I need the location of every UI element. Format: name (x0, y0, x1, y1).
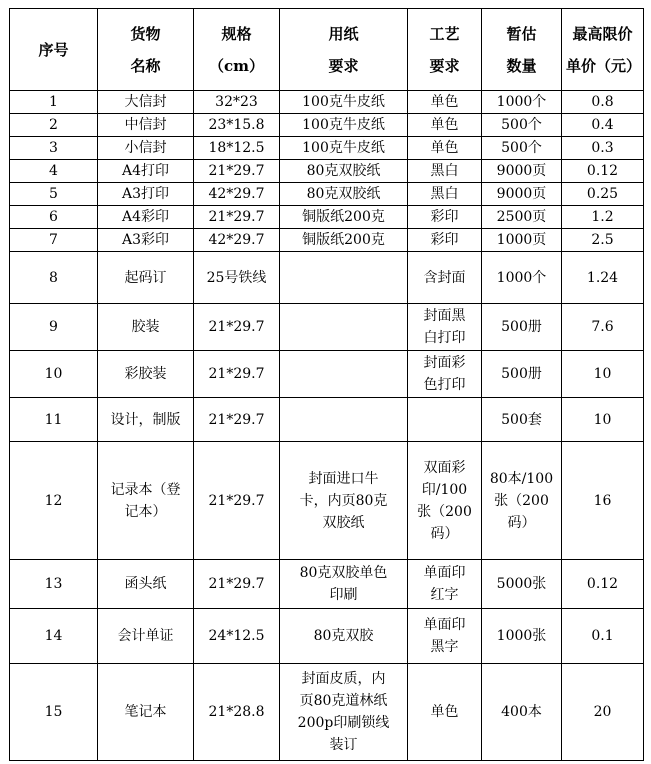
cell-seq: 2 (10, 114, 98, 137)
cell-seq: 3 (10, 137, 98, 160)
cell-spec: 21*29.7 (194, 560, 280, 609)
cell-seq: 8 (10, 252, 98, 304)
cell-name: A4彩印 (98, 206, 194, 229)
cell-paper: 铜版纸200克 (280, 206, 408, 229)
cell-price: 0.12 (562, 160, 644, 183)
cell-spec: 21*29.7 (194, 206, 280, 229)
cell-seq: 6 (10, 206, 98, 229)
table-row (10, 206, 644, 229)
header-qty: 暂估 数量 (482, 9, 562, 91)
cell-price: 0.12 (562, 560, 644, 609)
cell-price: 0.4 (562, 114, 644, 137)
table-row (10, 398, 644, 442)
cell-paper: 100克牛皮纸 (280, 91, 408, 114)
cell-price: 1.2 (562, 206, 644, 229)
cell-price: 10 (562, 398, 644, 442)
cell-spec: 21*29.7 (194, 304, 280, 351)
cell-paper: 80克双胶纸 (280, 160, 408, 183)
header-spec: 规格 （cm） (194, 9, 280, 91)
cell-spec: 21*28.8 (194, 664, 280, 761)
table-row (10, 160, 644, 183)
header-price: 最高限价 单价（元） (562, 9, 644, 91)
table-row (10, 560, 644, 609)
procurement-table (9, 8, 644, 761)
cell-name: 记录本（登 记本） (98, 442, 194, 560)
cell-paper (280, 351, 408, 398)
cell-name: 设计，制版 (98, 398, 194, 442)
table-row (10, 351, 644, 398)
cell-qty: 1000页 (482, 229, 562, 252)
cell-paper (280, 304, 408, 351)
cell-paper (280, 398, 408, 442)
header-seq: 序号 (10, 9, 98, 91)
cell-paper: 铜版纸200克 (280, 229, 408, 252)
cell-spec: 21*29.7 (194, 160, 280, 183)
cell-qty: 1000个 (482, 91, 562, 114)
cell-paper (280, 252, 408, 304)
cell-name: A4打印 (98, 160, 194, 183)
cell-seq: 10 (10, 351, 98, 398)
cell-seq: 9 (10, 304, 98, 351)
cell-craft: 单色 (408, 664, 482, 761)
cell-craft: 单色 (408, 137, 482, 160)
cell-name: A3彩印 (98, 229, 194, 252)
cell-price: 16 (562, 442, 644, 560)
cell-qty: 2500页 (482, 206, 562, 229)
cell-spec: 21*29.7 (194, 351, 280, 398)
cell-spec: 24*12.5 (194, 609, 280, 664)
cell-qty: 500册 (482, 351, 562, 398)
table-row (10, 664, 644, 761)
table-row (10, 442, 644, 560)
cell-qty: 400本 (482, 664, 562, 761)
cell-paper: 100克牛皮纸 (280, 137, 408, 160)
cell-craft: 单色 (408, 114, 482, 137)
cell-name: 笔记本 (98, 664, 194, 761)
cell-spec: 21*29.7 (194, 442, 280, 560)
cell-spec: 21*29.7 (194, 398, 280, 442)
cell-price: 10 (562, 351, 644, 398)
cell-price: 0.8 (562, 91, 644, 114)
cell-craft: 含封面 (408, 252, 482, 304)
cell-paper: 封面进口牛 卡，内页80克 双胶纸 (280, 442, 408, 560)
cell-paper: 80克双胶单色 印刷 (280, 560, 408, 609)
cell-seq: 13 (10, 560, 98, 609)
cell-craft: 彩印 (408, 206, 482, 229)
cell-seq: 7 (10, 229, 98, 252)
cell-seq: 5 (10, 183, 98, 206)
cell-spec: 18*12.5 (194, 137, 280, 160)
cell-craft: 封面黑 白打印 (408, 304, 482, 351)
cell-spec: 25号铁线 (194, 252, 280, 304)
table-row (10, 114, 644, 137)
cell-seq: 11 (10, 398, 98, 442)
cell-name: 会计单证 (98, 609, 194, 664)
cell-price: 7.6 (562, 304, 644, 351)
cell-paper: 80克双胶纸 (280, 183, 408, 206)
cell-qty: 9000页 (482, 160, 562, 183)
cell-craft: 黑白 (408, 160, 482, 183)
header-paper: 用纸 要求 (280, 9, 408, 91)
cell-name: 起码订 (98, 252, 194, 304)
cell-price: 0.25 (562, 183, 644, 206)
cell-price: 0.3 (562, 137, 644, 160)
cell-price: 1.24 (562, 252, 644, 304)
cell-spec: 42*29.7 (194, 229, 280, 252)
table-row (10, 609, 644, 664)
cell-qty: 5000张 (482, 560, 562, 609)
table-row (10, 183, 644, 206)
table-row (10, 229, 644, 252)
cell-name: 函头纸 (98, 560, 194, 609)
header-name: 货物 名称 (98, 9, 194, 91)
cell-craft: 封面彩 色打印 (408, 351, 482, 398)
cell-spec: 23*15.8 (194, 114, 280, 137)
cell-craft: 单色 (408, 91, 482, 114)
cell-qty: 9000页 (482, 183, 562, 206)
cell-seq: 15 (10, 664, 98, 761)
cell-name: 中信封 (98, 114, 194, 137)
cell-price: 2.5 (562, 229, 644, 252)
cell-seq: 14 (10, 609, 98, 664)
cell-craft: 彩印 (408, 229, 482, 252)
cell-price: 0.1 (562, 609, 644, 664)
cell-seq: 1 (10, 91, 98, 114)
cell-qty: 1000个 (482, 252, 562, 304)
header-row (10, 9, 644, 91)
cell-name: 彩胶装 (98, 351, 194, 398)
cell-seq: 4 (10, 160, 98, 183)
cell-craft: 黑白 (408, 183, 482, 206)
cell-name: 小信封 (98, 137, 194, 160)
table-row (10, 91, 644, 114)
cell-paper: 100克牛皮纸 (280, 114, 408, 137)
cell-name: 胶装 (98, 304, 194, 351)
cell-spec: 42*29.7 (194, 183, 280, 206)
cell-seq: 12 (10, 442, 98, 560)
cell-craft: 单面印 红字 (408, 560, 482, 609)
cell-craft: 双面彩 印/100 张（200 码） (408, 442, 482, 560)
table-body (10, 91, 644, 761)
cell-qty: 500册 (482, 304, 562, 351)
cell-craft: 单面印 黑字 (408, 609, 482, 664)
cell-qty: 500个 (482, 137, 562, 160)
cell-paper: 封面皮质，内 页80克道林纸 200p印刷锁线 装订 (280, 664, 408, 761)
cell-name: 大信封 (98, 91, 194, 114)
header-craft: 工艺 要求 (408, 9, 482, 91)
cell-paper: 80克双胶 (280, 609, 408, 664)
cell-qty: 1000张 (482, 609, 562, 664)
table-row (10, 252, 644, 304)
cell-spec: 32*23 (194, 91, 280, 114)
cell-qty: 500个 (482, 114, 562, 137)
cell-qty: 500套 (482, 398, 562, 442)
cell-craft (408, 398, 482, 442)
table-row (10, 137, 644, 160)
cell-price: 20 (562, 664, 644, 761)
cell-qty: 80本/100 张（200 码） (482, 442, 562, 560)
cell-name: A3打印 (98, 183, 194, 206)
table-row (10, 304, 644, 351)
